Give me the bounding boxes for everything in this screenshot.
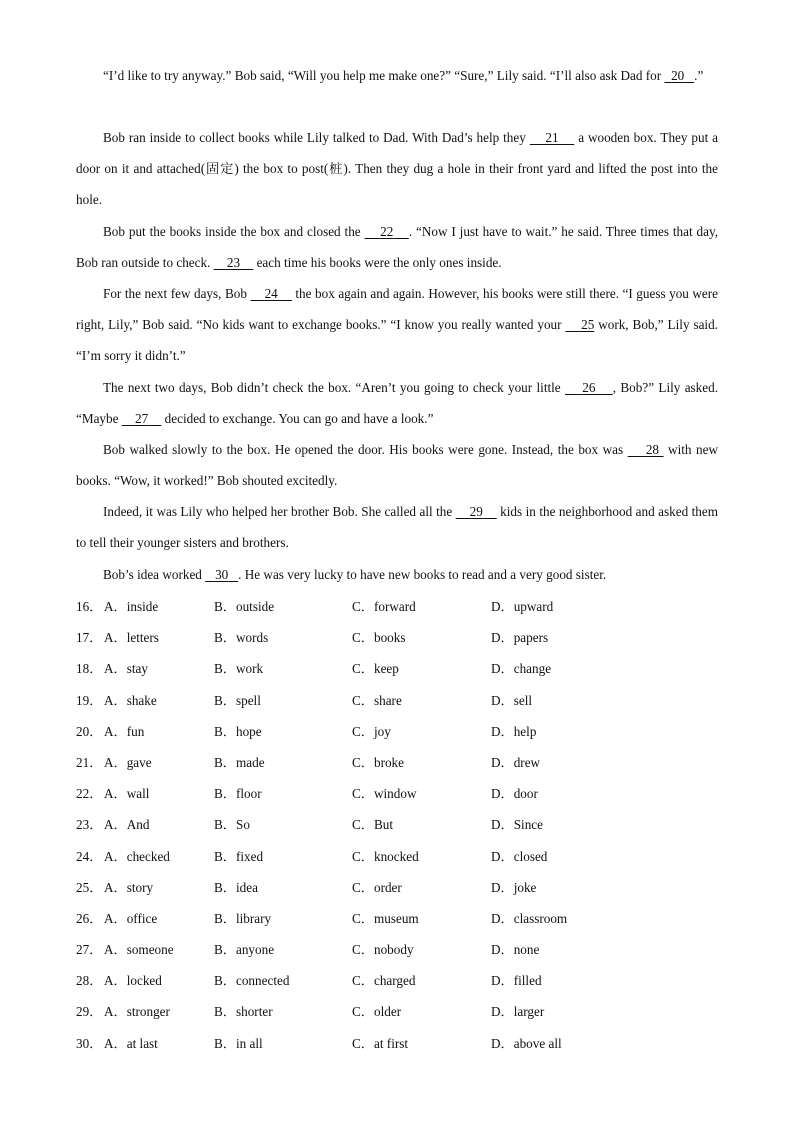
option-d: D．none: [491, 942, 540, 958]
passage-paragraph-5: The next two days, Bob didn’t check the box. “Aren’t you going to check your little 26 , Bob?” Lily asked. “Maybe 27 decided to exchange. You can go and have a look.”: [76, 380, 719, 426]
question-row: [76, 934, 718, 965]
option-b: B．in all: [214, 1035, 263, 1051]
question-number: 29．: [76, 1004, 103, 1020]
blank-21: 21: [545, 130, 559, 145]
blank-27: 27: [134, 411, 149, 426]
option-c: C．window: [352, 786, 417, 802]
option-d: D．above all: [491, 1035, 562, 1051]
question-number: 18．: [76, 661, 103, 677]
option-a: A．wall: [104, 786, 150, 802]
option-a: A．stay: [104, 661, 148, 677]
question-row: [76, 1028, 718, 1059]
question-row: [76, 653, 718, 684]
question-row: [76, 872, 718, 903]
passage-paragraph-3: Bob put the books inside the box and closed the 22 . “Now I just have to wait.” he said. Three times that day, Bob ran outside to check. 23 each time his books were the only ones inside.: [76, 224, 719, 270]
question-row: [76, 809, 718, 840]
question-number: 17．: [76, 630, 103, 646]
question-number: 26．: [76, 910, 103, 926]
question-number: 27．: [76, 942, 103, 958]
blank-20: 20: [671, 68, 685, 83]
passage-paragraph-7: Indeed, it was Lily who helped her brother Bob. She called all the 29 kids in the neighborhood and asked them to tell their younger sisters and brothers.: [76, 504, 719, 550]
option-c: C．forward: [352, 599, 416, 614]
option-c: C．But: [352, 817, 394, 833]
option-b: B．shorter: [214, 1004, 273, 1020]
blank-29: 29: [469, 504, 483, 519]
passage-paragraph-6: Bob walked slowly to the box. He opened the door. His books were gone. Instead, the box was 28 with new books. “Wow, it worked!” Bob shouted excitedly.: [76, 442, 719, 488]
option-a: A．gave: [104, 754, 152, 770]
option-c: C．books: [352, 630, 406, 646]
option-b: B．hope: [214, 723, 262, 739]
option-d: D．change: [491, 661, 552, 677]
question-row: [76, 841, 718, 872]
option-a: A．letters: [104, 630, 159, 646]
option-d: D．sell: [491, 692, 533, 708]
option-d: D．papers: [491, 630, 549, 646]
option-a: A．office: [104, 910, 158, 926]
option-b: B．anyone: [214, 942, 275, 958]
option-b: B．spell: [214, 692, 261, 708]
option-c: C．broke: [352, 754, 405, 770]
option-c: C．share: [352, 692, 402, 708]
question-row: [76, 622, 718, 653]
question-number: 24．: [76, 848, 103, 864]
option-b: B．outside: [214, 599, 275, 614]
blank-24: 24: [264, 286, 278, 301]
question-row: [76, 965, 718, 996]
option-d: D．drew: [491, 754, 541, 770]
option-c: C．at first: [352, 1035, 409, 1051]
option-b: B．connected: [214, 973, 290, 989]
blank-25: 25: [581, 317, 595, 332]
blank-26: 26: [582, 380, 596, 395]
option-a: A．And: [104, 817, 150, 833]
option-a: A．story: [104, 879, 154, 895]
question-number: 23．: [76, 817, 103, 833]
option-d: D．upward: [491, 599, 554, 614]
option-b: B．fixed: [214, 848, 264, 864]
option-d: D．joke: [491, 879, 537, 895]
option-a: A．someone: [104, 942, 174, 958]
question-row: [76, 716, 718, 747]
option-d: D．larger: [491, 1004, 545, 1020]
option-c: C．older: [352, 1004, 402, 1020]
option-a: A．locked: [104, 973, 162, 989]
option-c: C．charged: [352, 973, 416, 989]
question-number: 22．: [76, 786, 103, 802]
question-number: 16．: [76, 599, 103, 614]
option-c: C．museum: [352, 910, 419, 926]
option-a: A．stronger: [104, 1004, 170, 1020]
question-row: [76, 591, 718, 622]
option-a: A．inside: [104, 599, 159, 614]
question-number: 21．: [76, 754, 103, 770]
question-number: 30．: [76, 1035, 103, 1051]
option-c: C．order: [352, 879, 402, 895]
blank-30: 30: [215, 567, 229, 582]
option-a: A．checked: [104, 848, 170, 864]
question-number: 28．: [76, 973, 103, 989]
option-b: B．floor: [214, 786, 262, 802]
option-b: B．idea: [214, 879, 258, 895]
option-d: D．Since: [491, 817, 544, 833]
option-b: B．words: [214, 630, 269, 646]
option-a: A．shake: [104, 692, 157, 708]
question-row: [76, 685, 718, 716]
question-options-list: [76, 591, 718, 1059]
blank-23: 23: [226, 255, 241, 270]
option-d: D．closed: [491, 848, 548, 864]
question-number: 19．: [76, 692, 103, 708]
option-d: D．door: [491, 786, 538, 802]
option-b: B．made: [214, 754, 265, 770]
option-c: C．knocked: [352, 848, 419, 864]
question-number: 20．: [76, 723, 103, 739]
option-c: C．joy: [352, 723, 391, 739]
option-d: D．filled: [491, 973, 542, 989]
option-d: D．help: [491, 723, 537, 739]
option-a: A．fun: [104, 723, 145, 739]
option-a: A．at last: [104, 1035, 158, 1051]
question-row: [76, 903, 718, 934]
option-b: B．work: [214, 661, 264, 677]
passage-paragraph-8: Bob’s idea worked 30 . He was very lucky to have new books to read and a very good sister.: [103, 567, 607, 582]
passage-paragraph-1: “I’d like to try anyway.” Bob said, “Will you help me make one?” “Sure,” Lily said. “I’ll also ask Dad for 20 .”: [103, 68, 704, 83]
question-row: [76, 996, 718, 1027]
passage-paragraph-4: For the next few days, Bob 24 the box again and again. However, his books were still there. “I guess you were right, Lily,” Bob said. “No kids want to exchange books.” “I know you really wanted your 25 work, Bob,” Lily said. “I’m sorry it didn’t.”: [76, 286, 719, 363]
blank-28: 28: [645, 442, 659, 457]
question-number: 25．: [76, 879, 103, 895]
option-b: B．library: [214, 910, 272, 926]
passage-paragraph-2: Bob ran inside to collect books while Lily talked to Dad. With Dad’s help they 21 a wooden box. They put a door on it and attached(固定) the box to post(桩). Then they dug a hole in their front yard and lifted the post into the hole.: [76, 130, 719, 207]
question-row: [76, 778, 718, 809]
option-c: C．nobody: [352, 942, 414, 958]
question-row: [76, 747, 718, 778]
blank-22: 22: [380, 224, 394, 239]
option-d: D．classroom: [491, 910, 568, 926]
option-c: C．keep: [352, 661, 399, 677]
option-b: B．So: [214, 817, 250, 833]
